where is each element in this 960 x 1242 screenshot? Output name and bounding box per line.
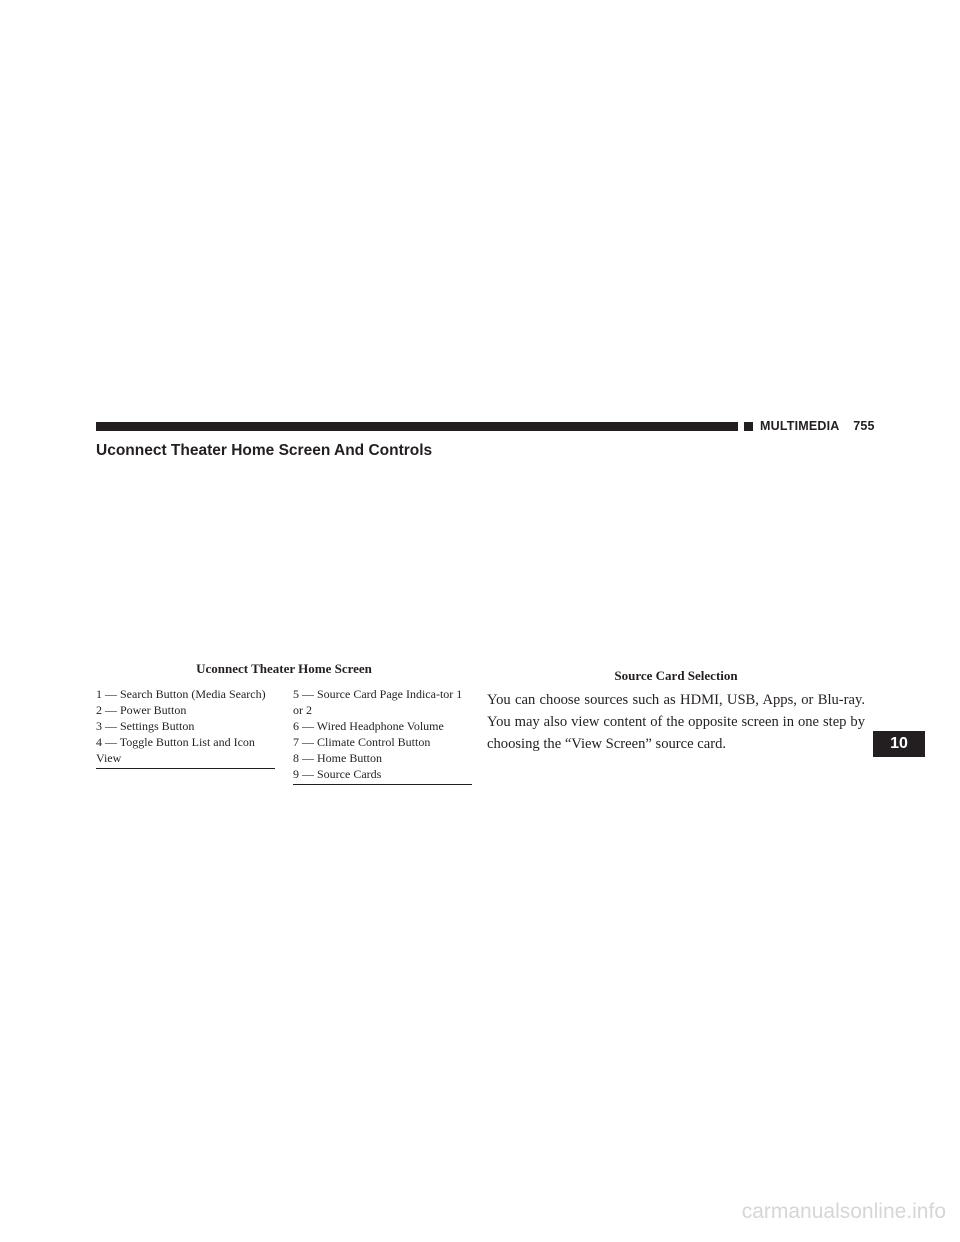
chapter-tab: 10 [873, 731, 925, 757]
figure-caption-home-screen: Uconnect Theater Home Screen [196, 661, 372, 676]
body-paragraph: You can choose sources such as HDMI, USB, Apps, or Blu-ray. You may also view content of the opposite screen in one step by choosing the “View Screen” source card. [487, 692, 865, 752]
legend-item: 5 — Source Card Page Indica-tor 1 or 2 [293, 687, 463, 717]
running-head-section: MULTIMEDIA [760, 419, 840, 433]
watermark: carmanualsonline.info [741, 1200, 946, 1223]
legend-item: 8 — Home Button [293, 751, 382, 765]
legend-item: 4 — Toggle Button List and Icon View [96, 735, 255, 765]
legend-item: 1 — Search Button (Media Search) [96, 687, 266, 701]
running-head [760, 419, 875, 433]
legend-item: 2 — Power Button [96, 703, 187, 717]
section-title: Uconnect Theater Home Screen And Controls [96, 442, 433, 459]
header-square [744, 422, 753, 431]
legend-item: 3 — Settings Button [96, 719, 195, 733]
legend-item: 9 — Source Cards [293, 767, 382, 781]
legend-item: 7 — Climate Control Button [293, 735, 431, 749]
header-rule [96, 422, 738, 431]
legend-item: 6 — Wired Headphone Volume [293, 719, 444, 733]
figure-caption-source-card: Source Card Selection [614, 668, 738, 683]
legend-left-column [96, 686, 275, 769]
page-number: 755 [853, 419, 875, 433]
legend-right-column [293, 686, 472, 785]
